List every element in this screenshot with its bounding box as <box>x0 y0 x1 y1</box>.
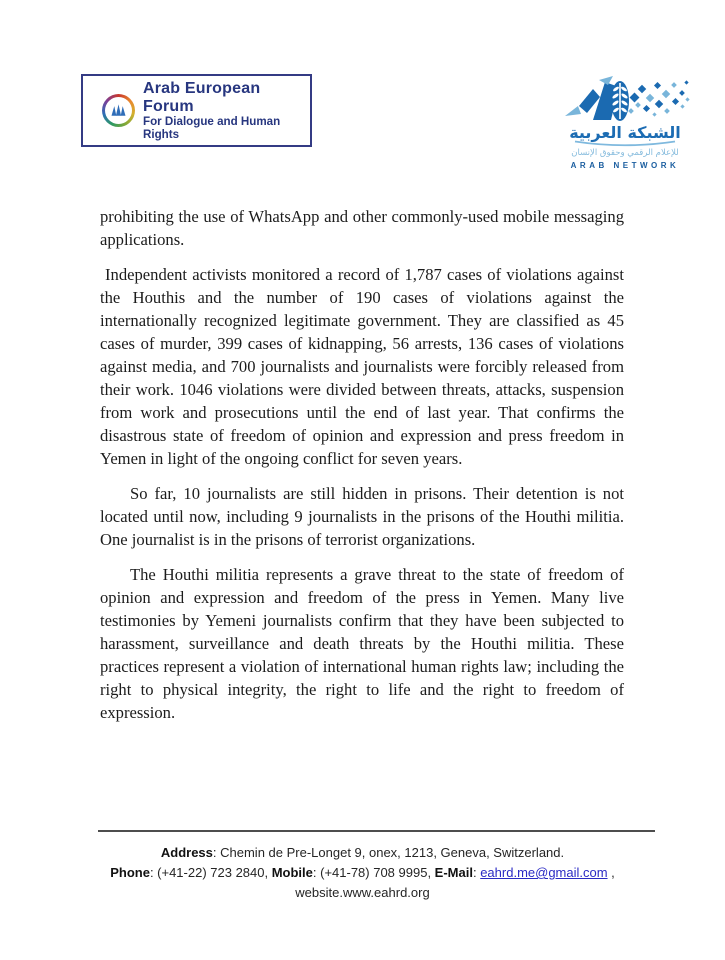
forum-emblem-icon <box>102 94 135 127</box>
document-body <box>100 205 624 736</box>
email-separator: : <box>472 865 481 880</box>
phone-value: : (+41-22) 723 2840, <box>149 865 272 880</box>
arab-network-arabic-title: الشبكة العربية <box>569 123 681 142</box>
arab-network-arabic-subtitle: للإعلام الرقمي وحقوق الإنسان <box>571 148 679 158</box>
address-value: : Chemin de Pre-Longet 9, onex, 1213, Geneva, Switzerland. <box>212 845 565 860</box>
address-label: Address <box>160 845 213 860</box>
forum-logo-text <box>143 80 310 142</box>
forum-title: Arab European Forum <box>143 79 261 115</box>
paragraph-journalists-prisons: So far, 10 journalists are still hidden in prisons. Their detention is not located until now, including 9 journalists in the prisons of the Houthi militia. One journalist is in the prisons of terrorist organizations. <box>100 484 624 549</box>
paragraph-houthi-threat: The Houthi militia represents a grave threat to the state of freedom of opinion and expression and freedom of the press in Yemen. Many live testimonies by Yemeni journalists confirm that they have been subjected to harassment, surveillance and death threats by the Houthi militia. These practices represent a violation of international human rights law; including the right to physical integrity, the right to life and the right to freedom of expression. <box>100 565 624 722</box>
paragraph-violations-stats: Independent activists monitored a record of 1,787 cases of violations against the Houthis and the number of 190 cases of violations against the internationally recognized legitimate government. They are classified as 45 cases of murder, 399 cases of kidnapping, 56 arrests, 136 cases of violations against media, and 700 journalists and journalists were forcibly released from their work. 1046 violations were divided between threats, attacks, suspension from work and prosecutions until the end of last year. That confirms the disastrous state of freedom of opinion and expression and press freedom in Yemen in light of the ongoing conflict for seven years. <box>100 265 624 468</box>
footer <box>0 843 725 903</box>
footer-website-line: website.www.eahrd.org <box>295 885 430 900</box>
email-link[interactable]: eahrd.me@gmail.com <box>480 865 608 880</box>
forum-subtitle: For Dialogue and Human Rights <box>143 115 281 142</box>
forum-logo-box <box>81 74 312 147</box>
footer-address-line <box>0 843 725 863</box>
mobile-label: Mobile <box>271 865 313 880</box>
footer-divider <box>98 830 655 832</box>
paragraph-whatsapp: prohibiting the use of WhatsApp and other commonly-used mobile messaging applications. <box>100 207 624 249</box>
people-emblem-icon <box>102 94 135 127</box>
phone-label: Phone <box>110 865 150 880</box>
email-label: E-Mail <box>434 865 473 880</box>
footer-contact-line <box>0 863 725 883</box>
arab-network-logo <box>556 76 694 170</box>
mobile-value: : (+41-78) 708 9995, <box>312 865 435 880</box>
arab-network-bird-icon <box>559 76 691 124</box>
arab-network-caption: ARAB NETWORK <box>570 160 680 170</box>
email-trailing-comma: , <box>607 865 615 880</box>
